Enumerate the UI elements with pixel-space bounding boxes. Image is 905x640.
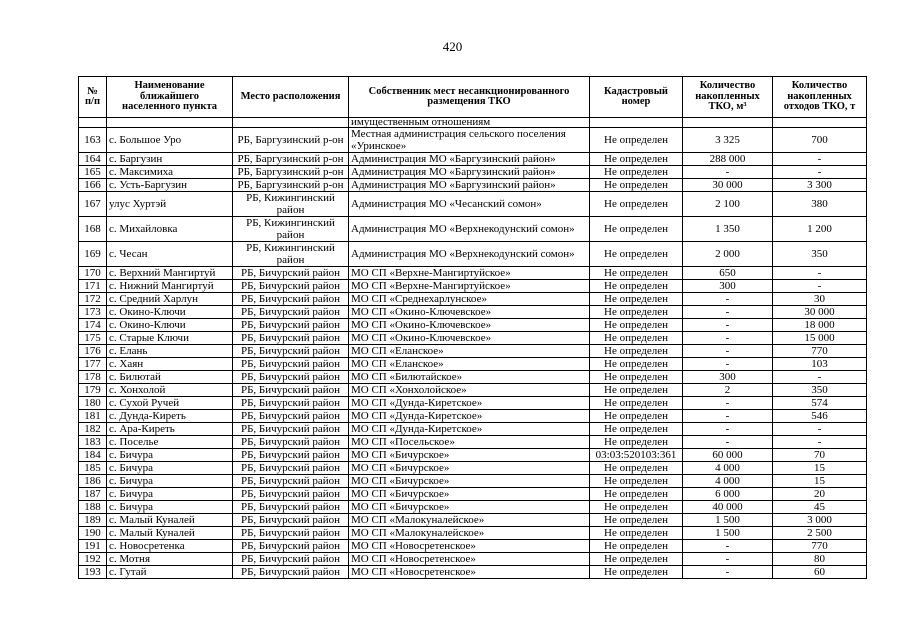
cell-location: РБ, Бичурский район <box>233 397 349 410</box>
cell-waste-t: 1 200 <box>773 217 867 242</box>
table-row <box>79 267 867 280</box>
table-row <box>79 501 867 514</box>
cell-volume-m3 <box>683 118 773 128</box>
cell-number: 166 <box>79 179 107 192</box>
table-row <box>79 462 867 475</box>
cell-owner: МО СП «Новосретенское» <box>349 566 590 579</box>
cell-owner: МО СП «Бичурское» <box>349 488 590 501</box>
cell-cadastral: Не определен <box>590 514 683 527</box>
cell-settlement: с. Бичура <box>107 462 233 475</box>
cell-settlement: с. Дунда-Киреть <box>107 410 233 423</box>
cell-volume-m3: 2 000 <box>683 242 773 267</box>
cell-number: 169 <box>79 242 107 267</box>
cell-number: 173 <box>79 306 107 319</box>
cell-location <box>233 118 349 128</box>
cell-location: РБ, Бичурский район <box>233 540 349 553</box>
cell-cadastral: Не определен <box>590 153 683 166</box>
header-owner: Собственник мест несанкционированного размещения ТКО <box>349 77 590 118</box>
cell-owner: МО СП «Бичурское» <box>349 501 590 514</box>
cell-number: 167 <box>79 192 107 217</box>
cell-settlement: улус Хуртэй <box>107 192 233 217</box>
cell-waste-t: - <box>773 436 867 449</box>
table-row <box>79 306 867 319</box>
cell-settlement: с. Елань <box>107 345 233 358</box>
cell-cadastral: Не определен <box>590 179 683 192</box>
table-row <box>79 319 867 332</box>
cell-number: 174 <box>79 319 107 332</box>
cell-waste-t: 103 <box>773 358 867 371</box>
table-body <box>79 118 867 579</box>
cell-number: 171 <box>79 280 107 293</box>
cell-waste-t: 700 <box>773 128 867 153</box>
cell-number: 163 <box>79 128 107 153</box>
cell-cadastral: Не определен <box>590 306 683 319</box>
header-number: № п/п <box>79 77 107 118</box>
table-row <box>79 566 867 579</box>
header-cadastral: Кадастровый номер <box>590 77 683 118</box>
table-row <box>79 514 867 527</box>
cell-location: РБ, Бичурский район <box>233 514 349 527</box>
cell-cadastral: Не определен <box>590 319 683 332</box>
cell-location: РБ, Бичурский район <box>233 527 349 540</box>
table-row <box>79 553 867 566</box>
cell-waste-t: - <box>773 153 867 166</box>
table-row <box>79 345 867 358</box>
cell-cadastral: Не определен <box>590 166 683 179</box>
cell-volume-m3: 300 <box>683 371 773 384</box>
cell-number: 190 <box>79 527 107 540</box>
table-row <box>79 166 867 179</box>
cell-volume-m3: 288 000 <box>683 153 773 166</box>
cell-owner: Администрация МО «Баргузинский район» <box>349 153 590 166</box>
cell-cadastral: Не определен <box>590 217 683 242</box>
cell-location: РБ, Бичурский район <box>233 553 349 566</box>
cell-owner: МО СП «Окино-Ключевское» <box>349 319 590 332</box>
cell-owner: МО СП «Окино-Ключевское» <box>349 332 590 345</box>
header-row <box>79 77 867 118</box>
cell-settlement: с. Поселье <box>107 436 233 449</box>
cell-owner: имущественным отношениям <box>349 118 590 128</box>
table-row <box>79 384 867 397</box>
cell-location: РБ, Бичурский район <box>233 501 349 514</box>
cell-cadastral: Не определен <box>590 280 683 293</box>
table-row <box>79 192 867 217</box>
table-row <box>79 397 867 410</box>
table-row <box>79 153 867 166</box>
header-settlement: Наименование ближайшего населенного пункта <box>107 77 233 118</box>
cell-cadastral: Не определен <box>590 462 683 475</box>
cell-number: 165 <box>79 166 107 179</box>
cell-settlement: с. Ара-Киреть <box>107 423 233 436</box>
cell-number <box>79 118 107 128</box>
table-row <box>79 332 867 345</box>
cell-cadastral: Не определен <box>590 397 683 410</box>
cell-cadastral: Не определен <box>590 371 683 384</box>
cell-waste-t <box>773 118 867 128</box>
table-row <box>79 436 867 449</box>
table-row <box>79 540 867 553</box>
table-row <box>79 488 867 501</box>
table-row <box>79 449 867 462</box>
cell-cadastral: Не определен <box>590 267 683 280</box>
cell-number: 188 <box>79 501 107 514</box>
cell-number: 178 <box>79 371 107 384</box>
cell-number: 181 <box>79 410 107 423</box>
cell-owner: МО СП «Билютайское» <box>349 371 590 384</box>
cell-number: 176 <box>79 345 107 358</box>
cell-number: 191 <box>79 540 107 553</box>
cell-owner: МО СП «Бичурское» <box>349 462 590 475</box>
cell-number: 185 <box>79 462 107 475</box>
cell-volume-m3: - <box>683 397 773 410</box>
cell-volume-m3: - <box>683 553 773 566</box>
cell-volume-m3: 300 <box>683 280 773 293</box>
cell-settlement <box>107 118 233 128</box>
cell-location: РБ, Бичурский район <box>233 423 349 436</box>
cell-number: 172 <box>79 293 107 306</box>
table-row <box>79 423 867 436</box>
cell-cadastral: Не определен <box>590 293 683 306</box>
cell-volume-m3: - <box>683 332 773 345</box>
cell-volume-m3: 1 500 <box>683 527 773 540</box>
cell-settlement: с. Верхний Мангиртуй <box>107 267 233 280</box>
cell-owner: МО СП «Новосретенское» <box>349 540 590 553</box>
table-row <box>79 410 867 423</box>
cell-waste-t: 350 <box>773 384 867 397</box>
cell-volume-m3: - <box>683 345 773 358</box>
cell-number: 179 <box>79 384 107 397</box>
table-row <box>79 371 867 384</box>
cell-waste-t: - <box>773 267 867 280</box>
cell-volume-m3: - <box>683 566 773 579</box>
cell-owner: Администрация МО «Верхнекодунский сомон» <box>349 242 590 267</box>
cell-owner: МО СП «Малокуналейское» <box>349 514 590 527</box>
cell-waste-t: 15 000 <box>773 332 867 345</box>
cell-settlement: с. Мотня <box>107 553 233 566</box>
cell-waste-t: 2 500 <box>773 527 867 540</box>
cell-settlement: с. Средний Харлун <box>107 293 233 306</box>
cell-owner: МО СП «Окино-Ключевское» <box>349 306 590 319</box>
header-location: Место расположения <box>233 77 349 118</box>
cell-number: 170 <box>79 267 107 280</box>
cell-location: РБ, Бичурский район <box>233 384 349 397</box>
cell-owner: МО СП «Среднехарлунское» <box>349 293 590 306</box>
cell-owner: МО СП «Бичурское» <box>349 475 590 488</box>
cell-settlement: с. Бичура <box>107 488 233 501</box>
cell-number: 193 <box>79 566 107 579</box>
cell-volume-m3: - <box>683 319 773 332</box>
cell-settlement: с. Малый Куналей <box>107 527 233 540</box>
cell-cadastral: Не определен <box>590 242 683 267</box>
cell-waste-t: 45 <box>773 501 867 514</box>
cell-settlement: с. Бичура <box>107 449 233 462</box>
cell-waste-t: - <box>773 280 867 293</box>
cell-location: РБ, Баргузинский р-он <box>233 128 349 153</box>
cell-location: РБ, Бичурский район <box>233 462 349 475</box>
cell-cadastral: Не определен <box>590 345 683 358</box>
cell-volume-m3: 2 100 <box>683 192 773 217</box>
cell-cadastral: Не определен <box>590 192 683 217</box>
cell-number: 183 <box>79 436 107 449</box>
cell-cadastral: Не определен <box>590 488 683 501</box>
cell-number: 177 <box>79 358 107 371</box>
cell-settlement: с. Старые Ключи <box>107 332 233 345</box>
cell-location: РБ, Бичурский район <box>233 332 349 345</box>
cell-volume-m3: 1 500 <box>683 514 773 527</box>
cell-waste-t: 380 <box>773 192 867 217</box>
cell-location: РБ, Бичурский район <box>233 566 349 579</box>
cell-settlement: с. Максимиха <box>107 166 233 179</box>
cell-number: 189 <box>79 514 107 527</box>
cell-settlement: с. Гутай <box>107 566 233 579</box>
cell-settlement: с. Усть-Баргузин <box>107 179 233 192</box>
cell-volume-m3: 4 000 <box>683 462 773 475</box>
cell-settlement: с. Бичура <box>107 501 233 514</box>
cell-settlement: с. Большое Уро <box>107 128 233 153</box>
cell-cadastral: Не определен <box>590 527 683 540</box>
cell-owner: МО СП «Еланское» <box>349 358 590 371</box>
cell-location: РБ, Бичурский район <box>233 345 349 358</box>
table-row <box>79 280 867 293</box>
cell-settlement: с. Бичура <box>107 475 233 488</box>
cell-waste-t: 60 <box>773 566 867 579</box>
cell-volume-m3: - <box>683 306 773 319</box>
cell-owner: МО СП «Дунда-Киретское» <box>349 410 590 423</box>
cell-waste-t: 70 <box>773 449 867 462</box>
cell-settlement: с. Малый Куналей <box>107 514 233 527</box>
cell-volume-m3: 1 350 <box>683 217 773 242</box>
cell-cadastral: Не определен <box>590 540 683 553</box>
cell-cadastral: Не определен <box>590 436 683 449</box>
cell-owner: МО СП «Новосретенское» <box>349 553 590 566</box>
cell-cadastral: Не определен <box>590 566 683 579</box>
cell-volume-m3: 40 000 <box>683 501 773 514</box>
cell-location: РБ, Бичурский район <box>233 267 349 280</box>
cell-location: РБ, Бичурский район <box>233 319 349 332</box>
cell-settlement: с. Хонхолой <box>107 384 233 397</box>
cell-owner: МО СП «Еланское» <box>349 345 590 358</box>
cell-volume-m3: - <box>683 423 773 436</box>
cell-volume-m3: - <box>683 410 773 423</box>
cell-owner: МО СП «Дунда-Киретское» <box>349 397 590 410</box>
cell-settlement: с. Сухой Ручей <box>107 397 233 410</box>
cell-settlement: с. Нижний Мангиртуй <box>107 280 233 293</box>
cell-location: РБ, Бичурский район <box>233 371 349 384</box>
cell-cadastral: Не определен <box>590 358 683 371</box>
cell-owner: Администрация МО «Баргузинский район» <box>349 179 590 192</box>
cell-owner: Администрация МО «Верхнекодунский сомон» <box>349 217 590 242</box>
cell-waste-t: - <box>773 166 867 179</box>
cell-number: 187 <box>79 488 107 501</box>
table-row <box>79 293 867 306</box>
table-row <box>79 128 867 153</box>
cell-volume-m3: 60 000 <box>683 449 773 462</box>
cell-waste-t: 80 <box>773 553 867 566</box>
table-row <box>79 242 867 267</box>
cell-owner: МО СП «Посельское» <box>349 436 590 449</box>
cell-settlement: с. Михайловка <box>107 217 233 242</box>
cell-volume-m3: 6 000 <box>683 488 773 501</box>
cell-waste-t: 350 <box>773 242 867 267</box>
cell-owner: МО СП «Дунда-Киретское» <box>349 423 590 436</box>
table-row <box>79 475 867 488</box>
cell-cadastral: Не определен <box>590 410 683 423</box>
cell-location: РБ, Баргузинский р-он <box>233 166 349 179</box>
cell-cadastral: Не определен <box>590 553 683 566</box>
cell-number: 186 <box>79 475 107 488</box>
cell-waste-t: 15 <box>773 475 867 488</box>
table-row <box>79 118 867 128</box>
cell-waste-t: 3 300 <box>773 179 867 192</box>
cell-number: 182 <box>79 423 107 436</box>
cell-owner: МО СП «Верхне-Мангиртуйское» <box>349 280 590 293</box>
cell-settlement: с. Чесан <box>107 242 233 267</box>
cell-waste-t: 546 <box>773 410 867 423</box>
cell-waste-t: 30 <box>773 293 867 306</box>
cell-waste-t: 15 <box>773 462 867 475</box>
cell-cadastral: Не определен <box>590 501 683 514</box>
table-row <box>79 179 867 192</box>
cell-volume-m3: - <box>683 293 773 306</box>
cell-cadastral: Не определен <box>590 384 683 397</box>
cell-waste-t: 18 000 <box>773 319 867 332</box>
table-row <box>79 527 867 540</box>
cell-cadastral: Не определен <box>590 475 683 488</box>
cell-owner: Администрация МО «Чесанский сомон» <box>349 192 590 217</box>
cell-number: 175 <box>79 332 107 345</box>
cell-cadastral: Не определен <box>590 332 683 345</box>
cell-cadastral <box>590 118 683 128</box>
cell-cadastral: Не определен <box>590 128 683 153</box>
table-header <box>79 77 867 118</box>
cell-number: 192 <box>79 553 107 566</box>
cell-location: РБ, Бичурский район <box>233 410 349 423</box>
waste-sites-table <box>78 76 867 579</box>
cell-waste-t: 30 000 <box>773 306 867 319</box>
cell-waste-t: 20 <box>773 488 867 501</box>
cell-cadastral: Не определен <box>590 423 683 436</box>
cell-waste-t: - <box>773 423 867 436</box>
table-row <box>79 358 867 371</box>
cell-location: РБ, Бичурский район <box>233 475 349 488</box>
cell-volume-m3: 3 325 <box>683 128 773 153</box>
cell-owner: МО СП «Верхне-Мангиртуйское» <box>349 267 590 280</box>
cell-owner: Местная администрация сельского поселения «Уринское» <box>349 128 590 153</box>
cell-location: РБ, Бичурский район <box>233 449 349 462</box>
page-number: 420 <box>442 39 463 54</box>
cell-volume-m3: - <box>683 436 773 449</box>
cell-settlement: с. Окино-Ключи <box>107 306 233 319</box>
cell-owner: МО СП «Хонхолойское» <box>349 384 590 397</box>
table-row <box>79 217 867 242</box>
cell-location: РБ, Кижингинский район <box>233 242 349 267</box>
cell-location: РБ, Бичурский район <box>233 280 349 293</box>
cell-waste-t: 770 <box>773 345 867 358</box>
cell-settlement: с. Баргузин <box>107 153 233 166</box>
cell-volume-m3: - <box>683 166 773 179</box>
cell-location: РБ, Кижингинский район <box>233 192 349 217</box>
cell-volume-m3: 650 <box>683 267 773 280</box>
cell-location: РБ, Бичурский район <box>233 293 349 306</box>
cell-location: РБ, Бичурский район <box>233 488 349 501</box>
cell-volume-m3: 30 000 <box>683 179 773 192</box>
cell-number: 168 <box>79 217 107 242</box>
cell-volume-m3: 2 <box>683 384 773 397</box>
cell-number: 180 <box>79 397 107 410</box>
cell-number: 164 <box>79 153 107 166</box>
cell-owner: МО СП «Малокуналейское» <box>349 527 590 540</box>
cell-volume-m3: - <box>683 540 773 553</box>
cell-volume-m3: - <box>683 358 773 371</box>
cell-owner: МО СП «Бичурское» <box>349 449 590 462</box>
header-waste-t: Количество накопленных отходов ТКО, т <box>773 77 867 118</box>
cell-waste-t: 574 <box>773 397 867 410</box>
cell-location: РБ, Баргузинский р-он <box>233 153 349 166</box>
cell-settlement: с. Билютай <box>107 371 233 384</box>
cell-waste-t: 3 000 <box>773 514 867 527</box>
cell-waste-t: 770 <box>773 540 867 553</box>
cell-location: РБ, Баргузинский р-он <box>233 179 349 192</box>
cell-location: РБ, Кижингинский район <box>233 217 349 242</box>
cell-waste-t: - <box>773 371 867 384</box>
cell-settlement: с. Хаян <box>107 358 233 371</box>
cell-settlement: с. Новосретенка <box>107 540 233 553</box>
cell-owner: Администрация МО «Баргузинский район» <box>349 166 590 179</box>
cell-number: 184 <box>79 449 107 462</box>
cell-settlement: с. Окино-Ключи <box>107 319 233 332</box>
cell-cadastral: 03:03:520103:361 <box>590 449 683 462</box>
cell-volume-m3: 4 000 <box>683 475 773 488</box>
header-volume-m3: Количество накопленных ТКО, м³ <box>683 77 773 118</box>
cell-location: РБ, Бичурский район <box>233 306 349 319</box>
cell-location: РБ, Бичурский район <box>233 436 349 449</box>
cell-location: РБ, Бичурский район <box>233 358 349 371</box>
